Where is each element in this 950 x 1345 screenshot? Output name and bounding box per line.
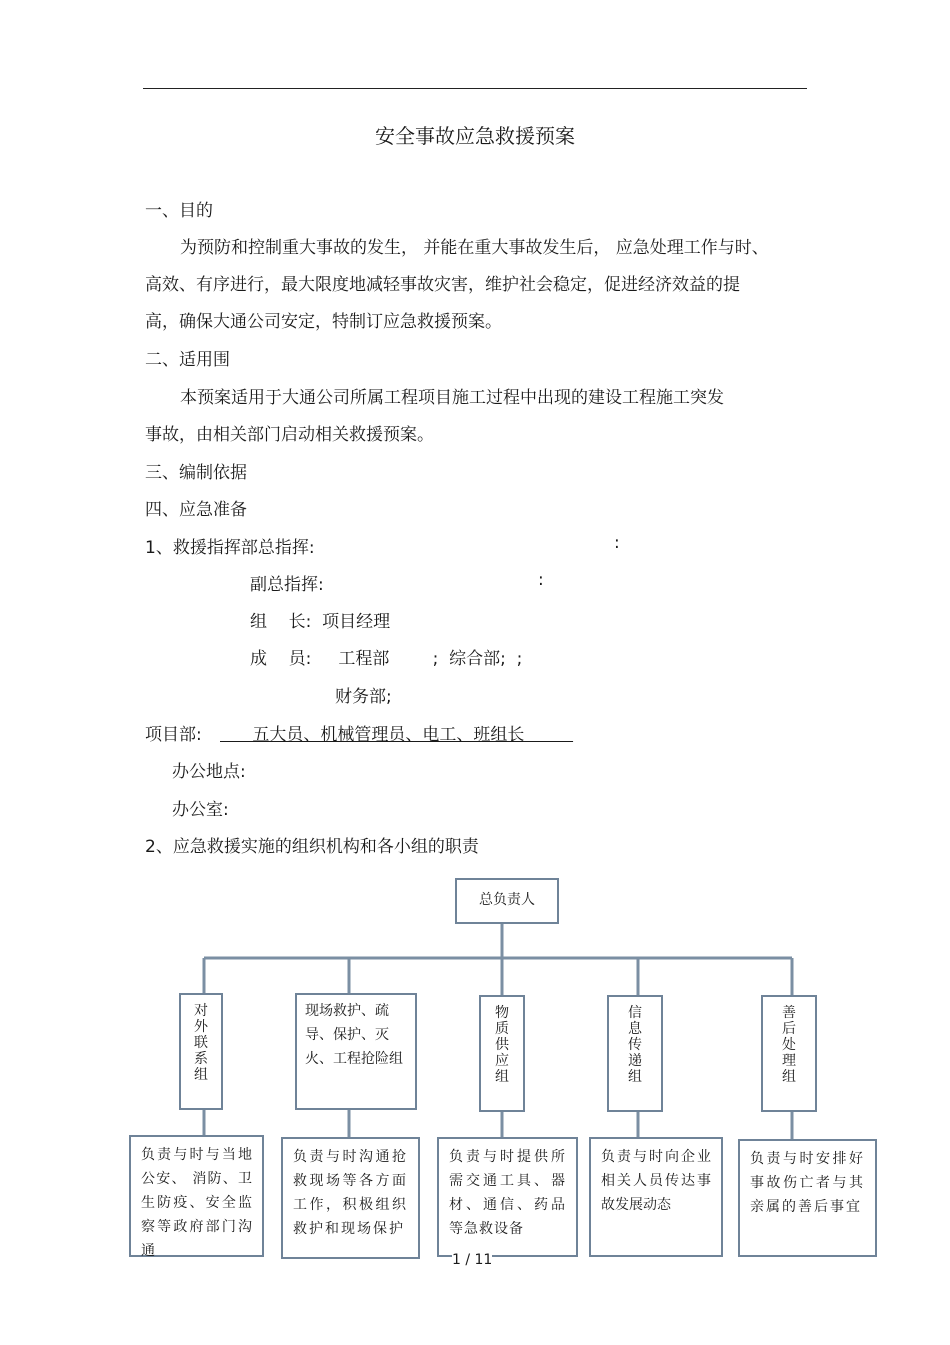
document-title: 安全事故应急救援预案 [375,124,575,148]
section-1-line-3: 高，确保大通公司安定，特制订应急救援预案。 [145,312,502,332]
org-group-info [607,995,663,1112]
org-duty-supply-text: 负责与时提供所需交通工具、器材、通信、药品等急救设备 [449,1149,566,1237]
finance-dept: 财务部; [335,687,392,707]
org-group-aftermath-label: 善 后 处 理 组 [782,1005,796,1085]
section-1-line-2: 高效、有序进行，最大限度地减轻事故灾害，维护社会稳定，促进经济效益的提 [145,275,740,295]
org-duty-external [129,1135,264,1257]
org-group-external-label: 对 外 联 系 组 [194,1003,208,1083]
section-2-heading: 二、适用围 [145,350,230,370]
section-3-heading: 三、编制依据 [145,463,247,483]
page-number: 1 / 11 [452,1252,493,1268]
org-group-info-label: 信 息 传 递 组 [628,1005,642,1085]
section-1-line-1: 为预防和控制重大事故的发生， 并能在重大事故发生后， 应急处理工作与时、 [180,238,769,258]
section-2-line-1: 本预案适用于大通公司所属工程项目施工过程中出现的建设工程施工突发 [180,388,724,408]
org-duty-info [589,1137,723,1257]
org-duty-rescue [281,1137,420,1259]
office-room: 办公室: [172,800,229,820]
commander-label: 1、救援指挥部总指挥: [145,538,315,558]
group-leader: 组 长: 项目经理 [250,612,391,632]
org-duty-info-text: 负责与时向企业相关人员传达事故发展动态 [601,1149,711,1213]
org-duty-supply [437,1137,578,1257]
deputy-commander-label: 副总指挥: [250,575,324,595]
org-duty-aftermath-text: 负责与时安排好事故伤亡者与其亲属的善后事宜 [750,1151,865,1215]
project-dept-value: 五大员、机械管理员、电工、班组长 [220,725,574,745]
org-root-box [455,878,559,924]
org-group-rescue [295,993,417,1110]
org-group-rescue-label: 现场救护、疏导、保护、灭火、工程抢险组 [305,1003,403,1067]
org-group-supply [479,995,525,1112]
deputy-commander-colon: : [538,570,544,590]
section-4-heading: 四、应急准备 [145,500,247,520]
org-duty-aftermath [738,1139,877,1257]
org-group-external [179,993,223,1110]
org-duty-rescue-text: 负责与时沟通抢救现场等各方面工作，积极组织救护和现场保护 [293,1149,408,1237]
org-group-aftermath [761,995,817,1112]
org-group-supply-label: 物 质 供 应 组 [495,1005,509,1085]
section-1-heading: 一、目的 [145,201,213,221]
org-root-label: 总负责人 [479,892,535,908]
org-duty-external-text: 负责与时与当地公安、 消防、卫生防疫、安全监察等政府部门沟通 [141,1147,252,1259]
project-dept-label: 项目部: [145,725,202,745]
section-2-line-2: 事故，由相关部门启动相关救援预案。 [145,425,434,445]
office-location: 办公地点: [172,762,246,782]
commander-colon: : [614,533,620,553]
group-members: 成 员: 工程部 ; 综合部; ; [250,649,523,669]
section-2-org-heading: 2、应急救援实施的组织机构和各小组的职责 [145,837,479,857]
